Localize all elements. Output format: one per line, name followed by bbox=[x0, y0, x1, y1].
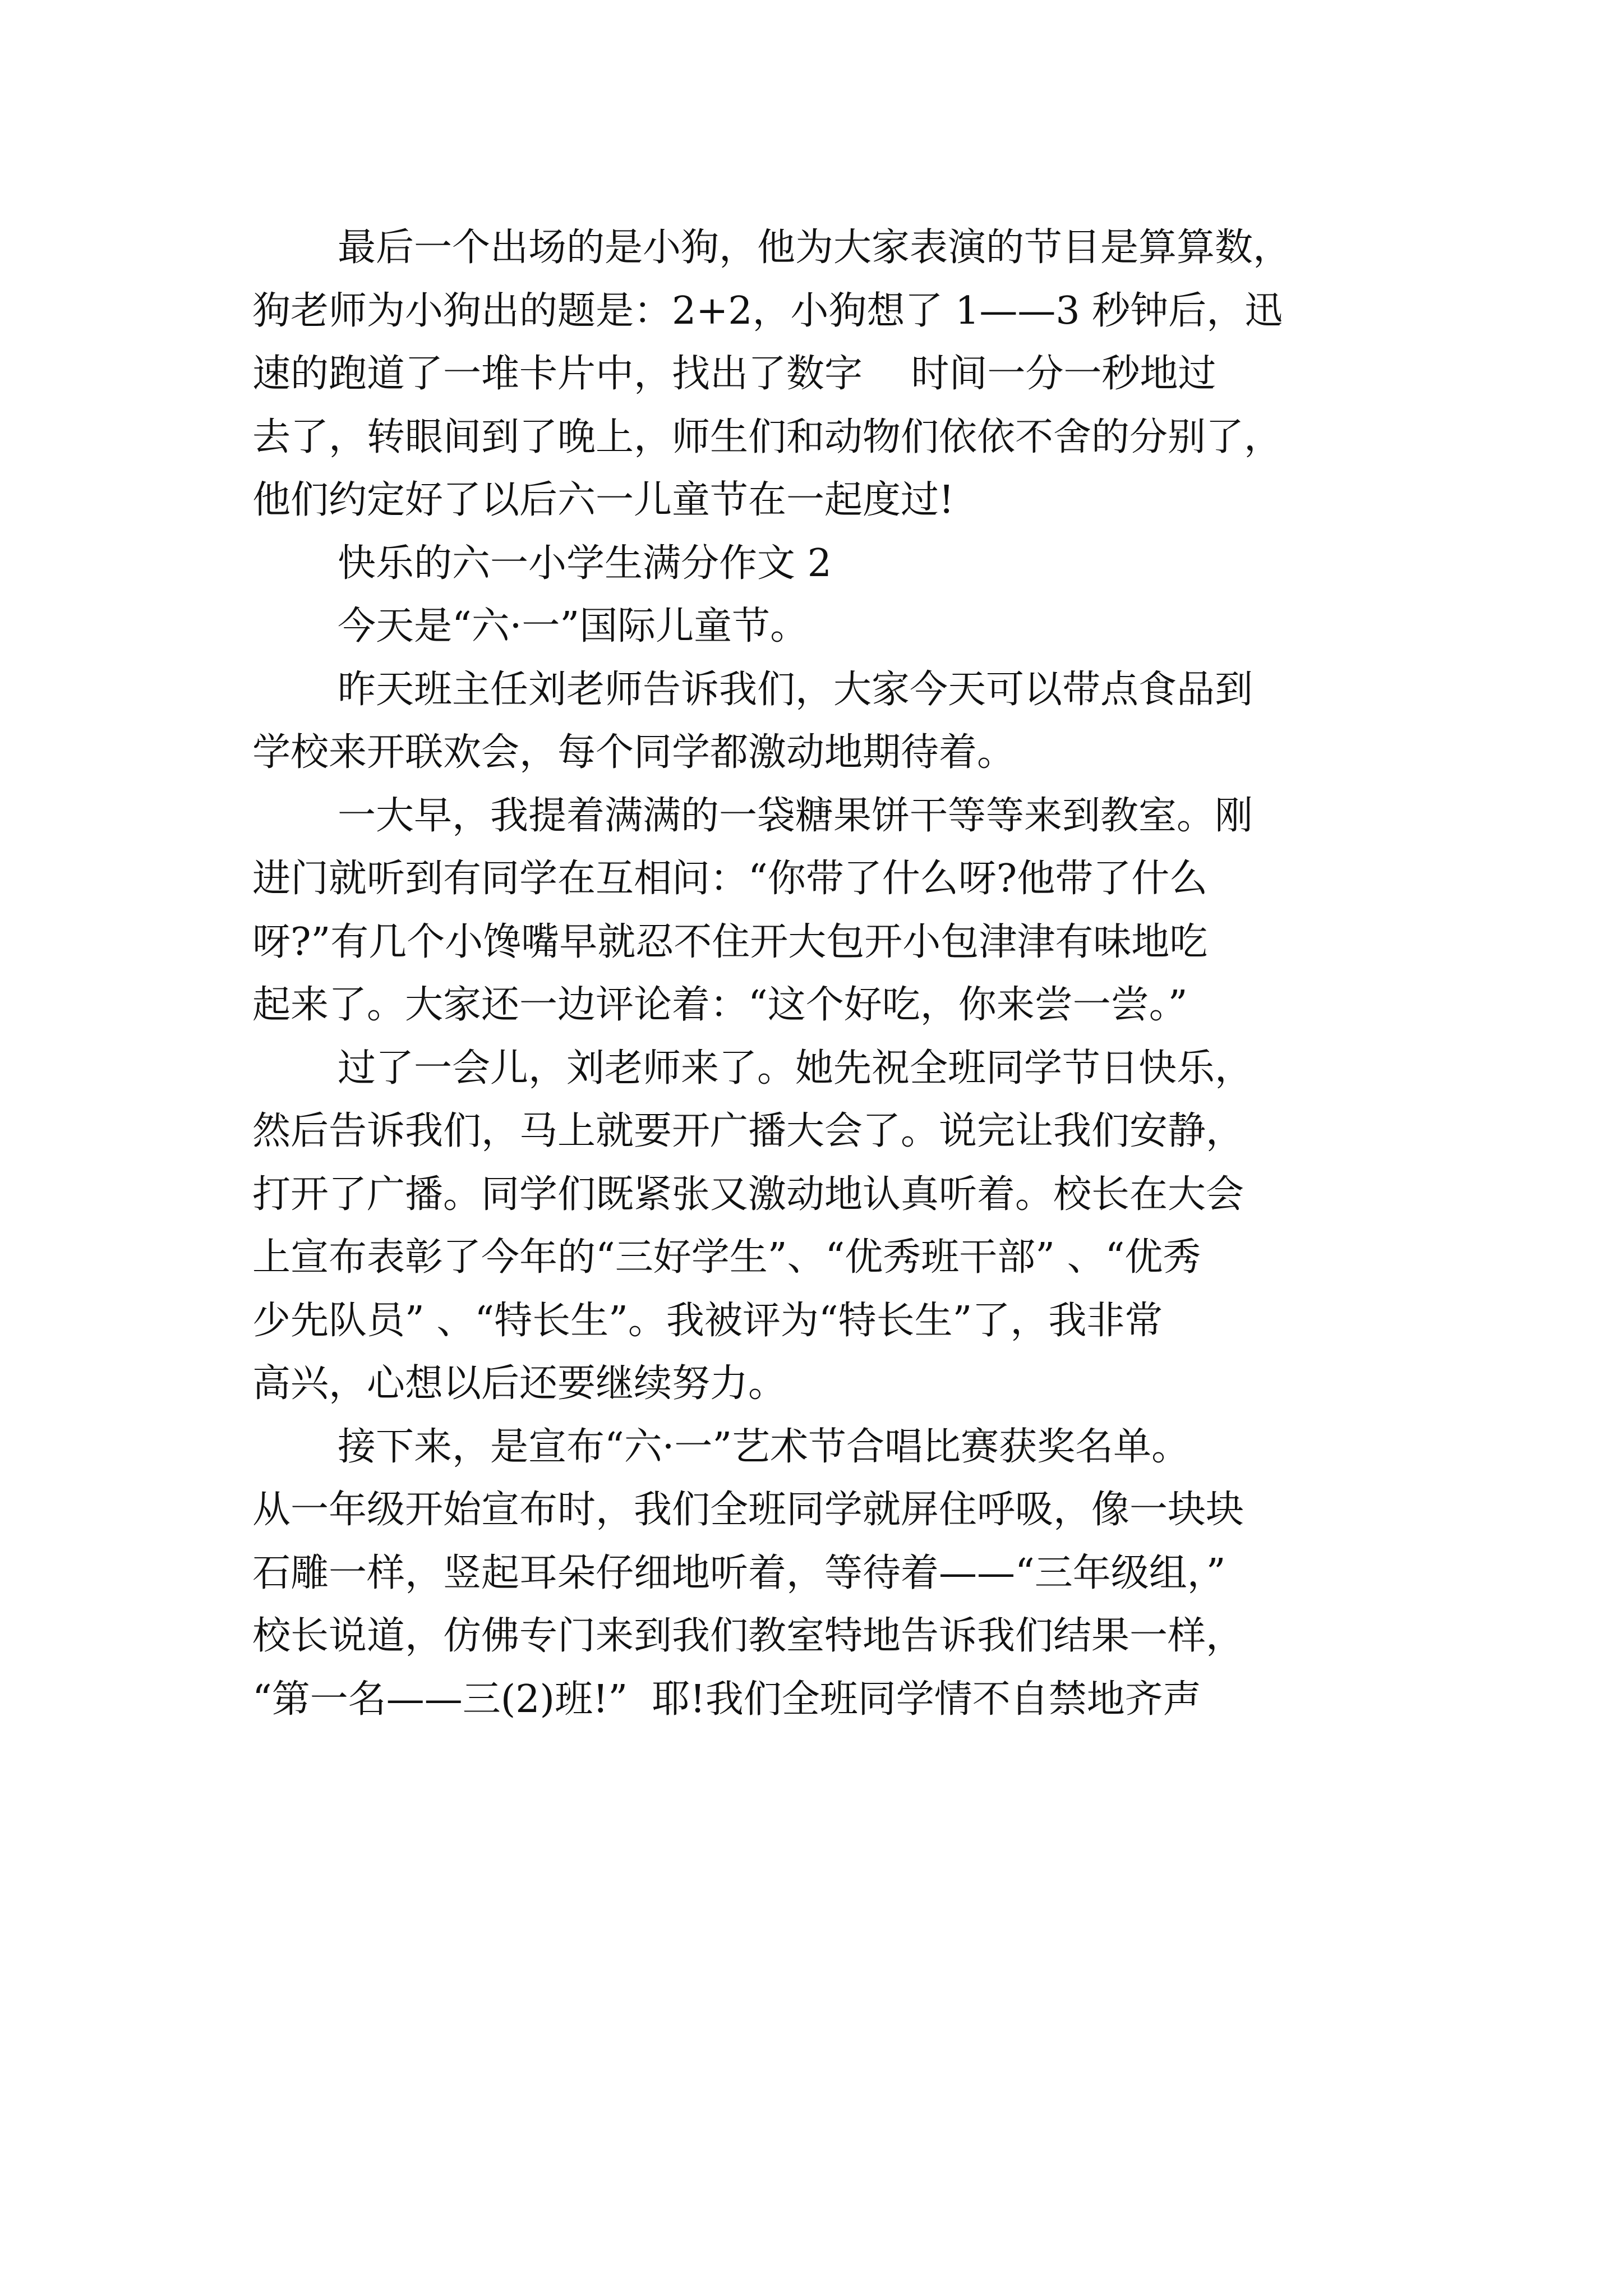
text-line: 校长说道，仿佛专门来到我们教室特地告诉我们结果一样， bbox=[252, 1614, 1244, 1658]
text-line: “第一名——三(2)班!” 耶!我们全班同学情不自禁地齐声 bbox=[252, 1677, 1201, 1722]
text-line: 速的跑道了一堆卡片中，找出了数字 时间一分一秒地过 bbox=[252, 352, 1216, 396]
text-line: 狗老师为小狗出的题是：2+2，小狗想了 1——3 秒钟后，迅 bbox=[252, 288, 1283, 333]
text-line: 从一年级开始宣布时，我们全班同学就屏住呼吸，像一块块 bbox=[252, 1488, 1244, 1532]
text-line: 学校来开联欢会，每个同学都激动地期待着。 bbox=[252, 730, 1016, 775]
text-line: 去了，转眼间到了晚上，师生们和动物们依依不舍的分别了， bbox=[252, 415, 1283, 459]
text-line: 上宣布表彰了今年的“三好学生”、“优秀班干部” 、“优秀 bbox=[252, 1235, 1201, 1280]
text-line: 然后告诉我们，马上就要开广播大会了。说完让我们安静， bbox=[252, 1109, 1244, 1153]
text-line: 高兴，心想以后还要继续努力。 bbox=[252, 1361, 787, 1406]
text-line: 他们约定好了以后六一儿童节在一起度过! bbox=[252, 478, 955, 522]
text-line: 今天是“六·一”国际儿童节。 bbox=[338, 604, 809, 648]
text-line: 过了一会儿，刘老师来了。她先祝全班同学节日快乐， bbox=[338, 1046, 1253, 1091]
text-line: 一大早，我提着满满的一袋糖果饼干等等来到教室。刚 bbox=[338, 793, 1253, 838]
text-line: 呀?”有几个小馋嘴早就忍不住开大包开小包津津有味地吃 bbox=[252, 919, 1208, 964]
text-line: 最后一个出场的是小狗，他为大家表演的节目是算算数， bbox=[338, 226, 1292, 270]
section-title: 快乐的六一小学生满分作文 2 bbox=[338, 541, 832, 586]
body-text bbox=[252, 217, 1396, 1731]
text-line: 起来了。大家还一边评论着：“这个好吃，你来尝一尝。” bbox=[252, 983, 1188, 1027]
text-line: 接下来，是宣布“六·一”艺术节合唱比赛获奖名单。 bbox=[338, 1424, 1190, 1469]
text-line: 打开了广播。同学们既紧张又激动地认真听着。校长在大会 bbox=[252, 1172, 1244, 1217]
text-line: 石雕一样，竖起耳朵仔细地听着，等待着——“三年级组，” bbox=[252, 1550, 1226, 1595]
text-line: 进门就听到有同学在互相问：“你带了什么呀?他带了什么 bbox=[252, 857, 1208, 901]
text-line: 少先队员” 、“特长生”。我被评为“特长生”了，我非常 bbox=[252, 1298, 1163, 1343]
text-line: 昨天班主任刘老师告诉我们，大家今天可以带点食品到 bbox=[338, 667, 1253, 712]
